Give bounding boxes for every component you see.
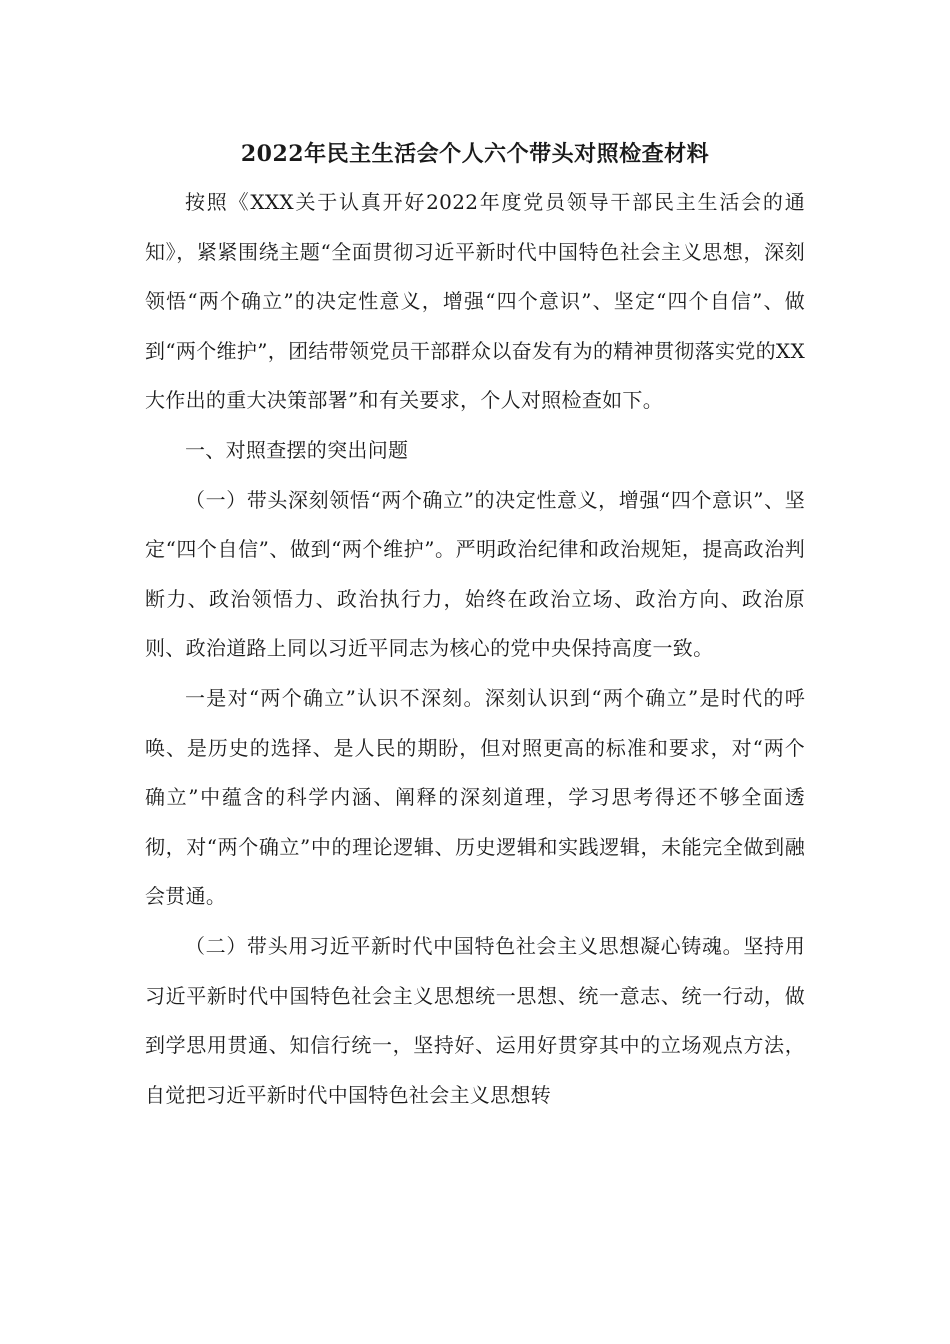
paragraph-intro: 按照《XXX关于认真开好2022年度党员领导干部民主生活会的通知》，紧紧围绕主题“全面贯彻习近平新时代中国特色社会主义思想，深刻领悟“两个确立”的决定性意义，增强“四个意识”、坚定“四个自信”、做到“两个维护”，团结带领党员干部群众以奋发有为的精神贯彻落实党的XX大作出的重大决策部署”和有关要求，个人对照检查如下。 bbox=[145, 190, 805, 413]
subsection-heading-1: （一）带头深刻领悟“两个确立”的决定性意义，增强“四个意识”、坚定“四个自信”、做到“两个维护”。严明政治纪律和政治规矩，提高政治判断力、政治领悟力、政治执行力，始终在政治立场、政治方向、政治原则、政治道路上同以习近平同志为核心的党中央保持高度一致。 bbox=[145, 487, 805, 661]
document-title: 2022年民主生活会个人六个带头对照检查材料 bbox=[240, 141, 710, 167]
subsection-heading-2: （二）带头用习近平新时代中国特色社会主义思想凝心铸魂。坚持用习近平新时代中国特色社会主义思想统一思想、统一意志、统一行动，做到学思用贯通、知信行统一，坚持好、运用好贯穿其中的立场观点方法，自觉把习近平新时代中国特色社会主义思想转 bbox=[145, 933, 805, 1107]
document-body bbox=[145, 178, 805, 1120]
section-heading-1: 一、对照查摆的突出问题 bbox=[185, 437, 409, 462]
paragraph-point-1: 一是对“两个确立”认识不深刻。深刻认识到“两个确立”是时代的呼唤、是历史的选择、是人民的期盼，但对照更高的标准和要求，对“两个确立”中蕴含的科学内涵、阐释的深刻道理，学习思考得还不够全面透彻，对“两个确立”中的理论逻辑、历史逻辑和实践逻辑，未能完全做到融会贯通。 bbox=[145, 685, 805, 909]
